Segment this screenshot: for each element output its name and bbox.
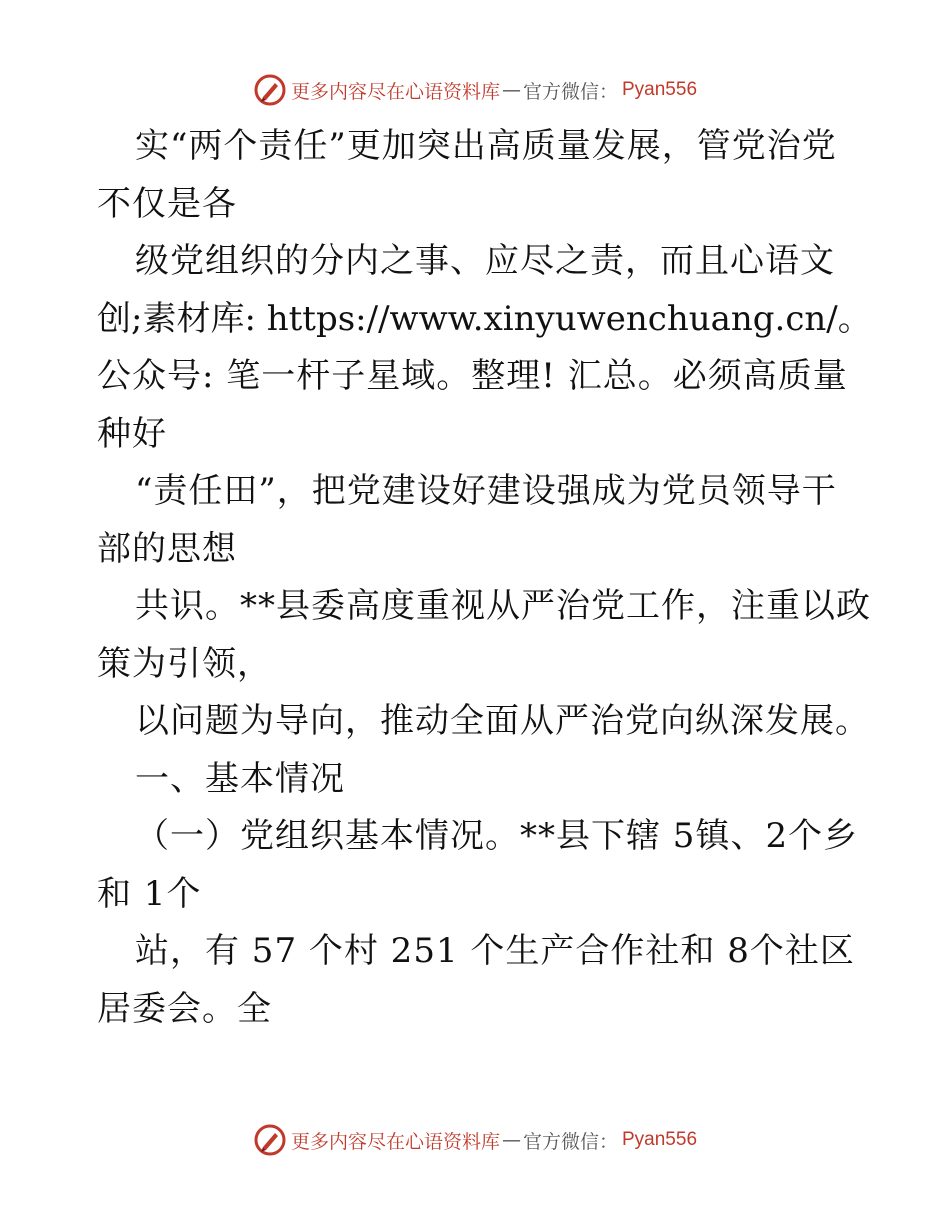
pen-circle-logo-icon: [253, 73, 287, 107]
watermark-wechat-label: 官方微信：: [522, 80, 618, 103]
text-line: 站，有 57 个村 251 个生产合作社和 8个社区: [135, 931, 855, 971]
watermark-dash: —: [501, 79, 521, 101]
text-line: 部的思想: [97, 528, 237, 569]
watermark-wechat-label: 官方微信：: [522, 1130, 618, 1153]
text-line: 种好: [97, 413, 167, 454]
watermark-site-text: 更多内容尽在心语资料库: [290, 1130, 500, 1153]
text-line-url: 创;素材库: https://www.xinyuwenchuang.cn/。: [97, 298, 872, 339]
text-line: 级党组织的分内之事、应尽之责，而且心语文: [135, 241, 835, 281]
document-body: [97, 118, 872, 1038]
text-line: 居委会。全: [97, 988, 272, 1029]
header-watermark: [0, 70, 950, 110]
pen-circle-logo-icon: [253, 1123, 287, 1157]
text-line: 不仅是各: [97, 183, 237, 224]
text-line: 共识。**县委高度重视从严治党工作，注重以政: [135, 586, 871, 626]
watermark-dash: —: [501, 1129, 521, 1151]
text-line: （一）党组织基本情况。**县下辖 5镇、2个乡: [135, 816, 859, 856]
text-line: 策为引领，: [97, 643, 272, 684]
text-line: 公众号: 笔一杆子星域。整理! 汇总。必须高质量: [97, 356, 848, 396]
section-heading: 一、基本情况: [135, 758, 345, 799]
watermark-site-text: 更多内容尽在心语资料库: [290, 80, 500, 103]
text-line: 实“两个责任”更加突出高质量发展，管党治党: [135, 126, 837, 166]
watermark-wechat-id: Pyan556: [622, 1129, 698, 1150]
watermark-wechat-id: Pyan556: [622, 79, 698, 100]
footer-watermark: [0, 1120, 950, 1160]
text-line: “责任田”，把党建设好建设强成为党员领导干: [135, 471, 837, 511]
text-line: 和 1个: [97, 873, 202, 914]
text-line: 以问题为导向，推动全面从严治党向纵深发展。: [135, 701, 870, 741]
